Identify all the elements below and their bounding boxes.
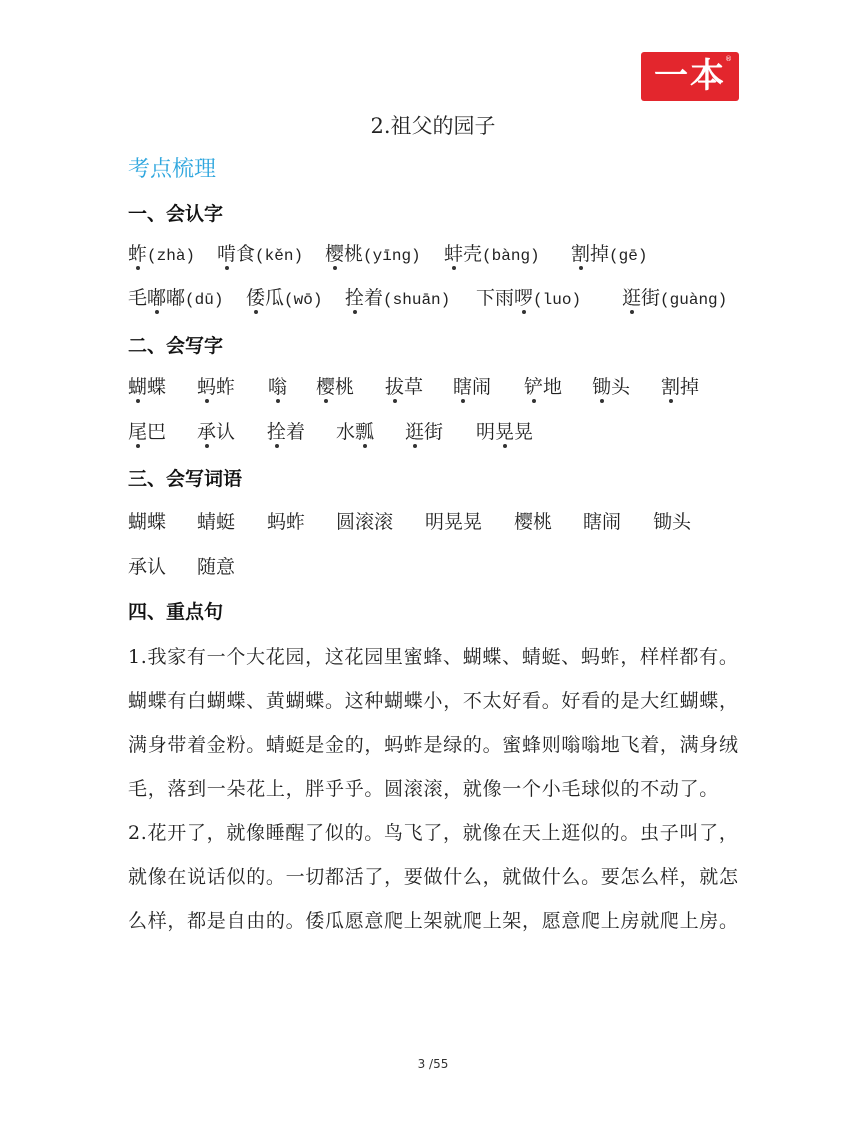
key-sentences-heading: 四、重点句: [128, 601, 224, 623]
emphasized-char: 尾: [128, 421, 148, 443]
pinyin: (shuān): [383, 291, 451, 309]
recognize-item: [128, 242, 195, 266]
sentence-line: 蝴蝶有白蝴蝶、黄蝴蝶。这种蝴蝶小，不太好看。好看的是大红蝴蝶，: [128, 690, 739, 712]
char-text: 着: [364, 287, 384, 309]
char-text: 明: [476, 421, 496, 443]
word-item: 瞎闹: [583, 511, 622, 533]
emphasized-char: 承: [197, 421, 217, 443]
emphasized-char: 铲: [524, 376, 544, 398]
emphasized-char: 割: [571, 243, 591, 265]
word-item: 樱桃: [514, 511, 553, 533]
write-words-row: [0, 510, 866, 534]
recognize-row: [0, 242, 866, 266]
char-text: 地: [543, 376, 563, 398]
word-item: 明晃晃: [425, 511, 483, 533]
recognize-item: [444, 242, 540, 266]
registered-mark: ®: [725, 55, 732, 63]
char-text: 蚱: [216, 376, 236, 398]
char-text: 街: [641, 287, 661, 309]
emphasized-char: 拔: [385, 376, 405, 398]
emphasized-char: 嘟: [147, 287, 167, 309]
write-char-item: [267, 420, 305, 444]
write-words-heading: 三、会写词语: [128, 468, 243, 490]
emphasized-char: 樱: [325, 243, 345, 265]
sentence-line: 1.我家有一个大花园，这花园里蜜蜂、蝴蝶、蜻蜓、蚂蚱，样样都有。: [128, 646, 739, 668]
emphasized-char: 割: [661, 376, 681, 398]
recognize-item: [476, 286, 581, 310]
char-text: 掉: [590, 243, 610, 265]
word-item: 锄头: [653, 511, 692, 533]
char-text: 闹: [472, 376, 492, 398]
pinyin: (luo): [533, 291, 582, 309]
write-char-item: [453, 375, 491, 399]
emphasized-char: 锄: [592, 376, 612, 398]
write-char-item: [336, 420, 374, 444]
emphasized-char: 倭: [246, 287, 266, 309]
pinyin: (yīng): [363, 247, 421, 265]
word-item: 圆滚滚: [336, 511, 394, 533]
recognize-item: [622, 286, 727, 310]
write-char-item: [197, 375, 235, 399]
write-char-item: [128, 375, 166, 399]
write-char-item: [405, 420, 443, 444]
emphasized-char: 逛: [405, 421, 425, 443]
recognize-row: [0, 286, 866, 310]
emphasized-char: 瞎: [453, 376, 473, 398]
write-chars-row: [0, 420, 866, 444]
pinyin: (zhà): [147, 247, 196, 265]
write-char-item: [316, 375, 354, 399]
emphasized-char: 啰: [514, 287, 534, 309]
recognize-item: [345, 286, 450, 310]
char-text: 草: [404, 376, 424, 398]
char-text: 蝶: [147, 376, 167, 398]
emphasized-char: 蚂: [197, 376, 217, 398]
page-title: 2.祖父的园子: [370, 114, 496, 138]
recognize-item: [128, 286, 223, 310]
write-chars-row: [0, 375, 866, 399]
emphasized-char: 拴: [345, 287, 365, 309]
recognize-heading: 一、会认字: [128, 203, 224, 225]
write-char-item: [592, 375, 630, 399]
write-char-item: [128, 420, 166, 444]
emphasized-char: 啃: [217, 243, 237, 265]
sentence-line: 2.花开了，就像睡醒了似的。鸟飞了，就像在天上逛似的。虫子叫了，: [128, 822, 739, 844]
pinyin: (wō): [284, 291, 323, 309]
recognize-item: [217, 242, 303, 266]
write-char-item: [197, 420, 235, 444]
sentence-line: 就像在说话似的。一切都活了，要做什么，就做什么。要怎么样，就怎: [128, 866, 739, 888]
char-text: 桃: [344, 243, 364, 265]
word-item: 承认: [128, 556, 167, 578]
char-text: 认: [216, 421, 236, 443]
write-char-item: [661, 375, 699, 399]
char-text: 街: [424, 421, 444, 443]
word-item: 蝴蝶: [128, 511, 167, 533]
emphasized-char: 蝴: [128, 376, 148, 398]
char-text: 晃: [514, 421, 534, 443]
sentence-line: 毛，落到一朵花上，胖乎乎。圆滚滚，就像一个小毛球似的不动了。: [128, 778, 720, 800]
word-item: 蜻蜓: [197, 511, 236, 533]
emphasized-char: 逛: [622, 287, 642, 309]
char-text: 掉: [680, 376, 700, 398]
emphasized-char: 拴: [267, 421, 287, 443]
logo-text: 一本: [654, 56, 726, 96]
write-char-item: [476, 420, 533, 444]
sentence-line: 满身带着金粉。蜻蜓是金的，蚂蚱是绿的。蜜蜂则嗡嗡地飞着，满身绒: [128, 734, 739, 756]
char-text: 壳: [463, 243, 483, 265]
emphasized-char: 樱: [316, 376, 336, 398]
char-text: 嘟: [166, 287, 186, 309]
char-text: 巴: [147, 421, 167, 443]
char-text: 桃: [335, 376, 355, 398]
recognize-item: [571, 242, 647, 266]
emphasized-char: 晃: [495, 421, 515, 443]
char-text: 头: [611, 376, 631, 398]
emphasized-char: 蚱: [128, 243, 148, 265]
section-heading: 考点梳理: [128, 157, 217, 182]
emphasized-char: 瓢: [355, 421, 375, 443]
pinyin: (bàng): [482, 247, 540, 265]
pinyin: (dū): [185, 291, 224, 309]
recognize-item: [246, 286, 322, 310]
write-char-item: [385, 375, 423, 399]
page-number: 3 /55: [417, 1057, 449, 1071]
char-text: 瓜: [265, 287, 285, 309]
brand-logo: [641, 52, 739, 101]
sentence-line: 么样，都是自由的。倭瓜愿意爬上架就爬上架，愿意爬上房就爬上房。: [128, 910, 739, 932]
char-text: 下雨: [476, 287, 515, 309]
emphasized-char: 蚌: [444, 243, 464, 265]
word-item: 蚂蚱: [267, 511, 306, 533]
word-item: 随意: [197, 556, 236, 578]
recognize-item: [325, 242, 421, 266]
write-chars-heading: 二、会写字: [128, 335, 224, 357]
emphasized-char: 嗡: [268, 376, 288, 398]
char-text: 毛: [128, 287, 148, 309]
write-char-item: [524, 375, 562, 399]
write-words-row: [0, 555, 866, 579]
pinyin: (guàng): [660, 291, 728, 309]
pinyin: (kěn): [255, 247, 304, 265]
char-text: 着: [286, 421, 306, 443]
char-text: 水: [336, 421, 356, 443]
char-text: 食: [236, 243, 256, 265]
write-char-item: [268, 375, 287, 399]
pinyin: (gē): [609, 247, 648, 265]
